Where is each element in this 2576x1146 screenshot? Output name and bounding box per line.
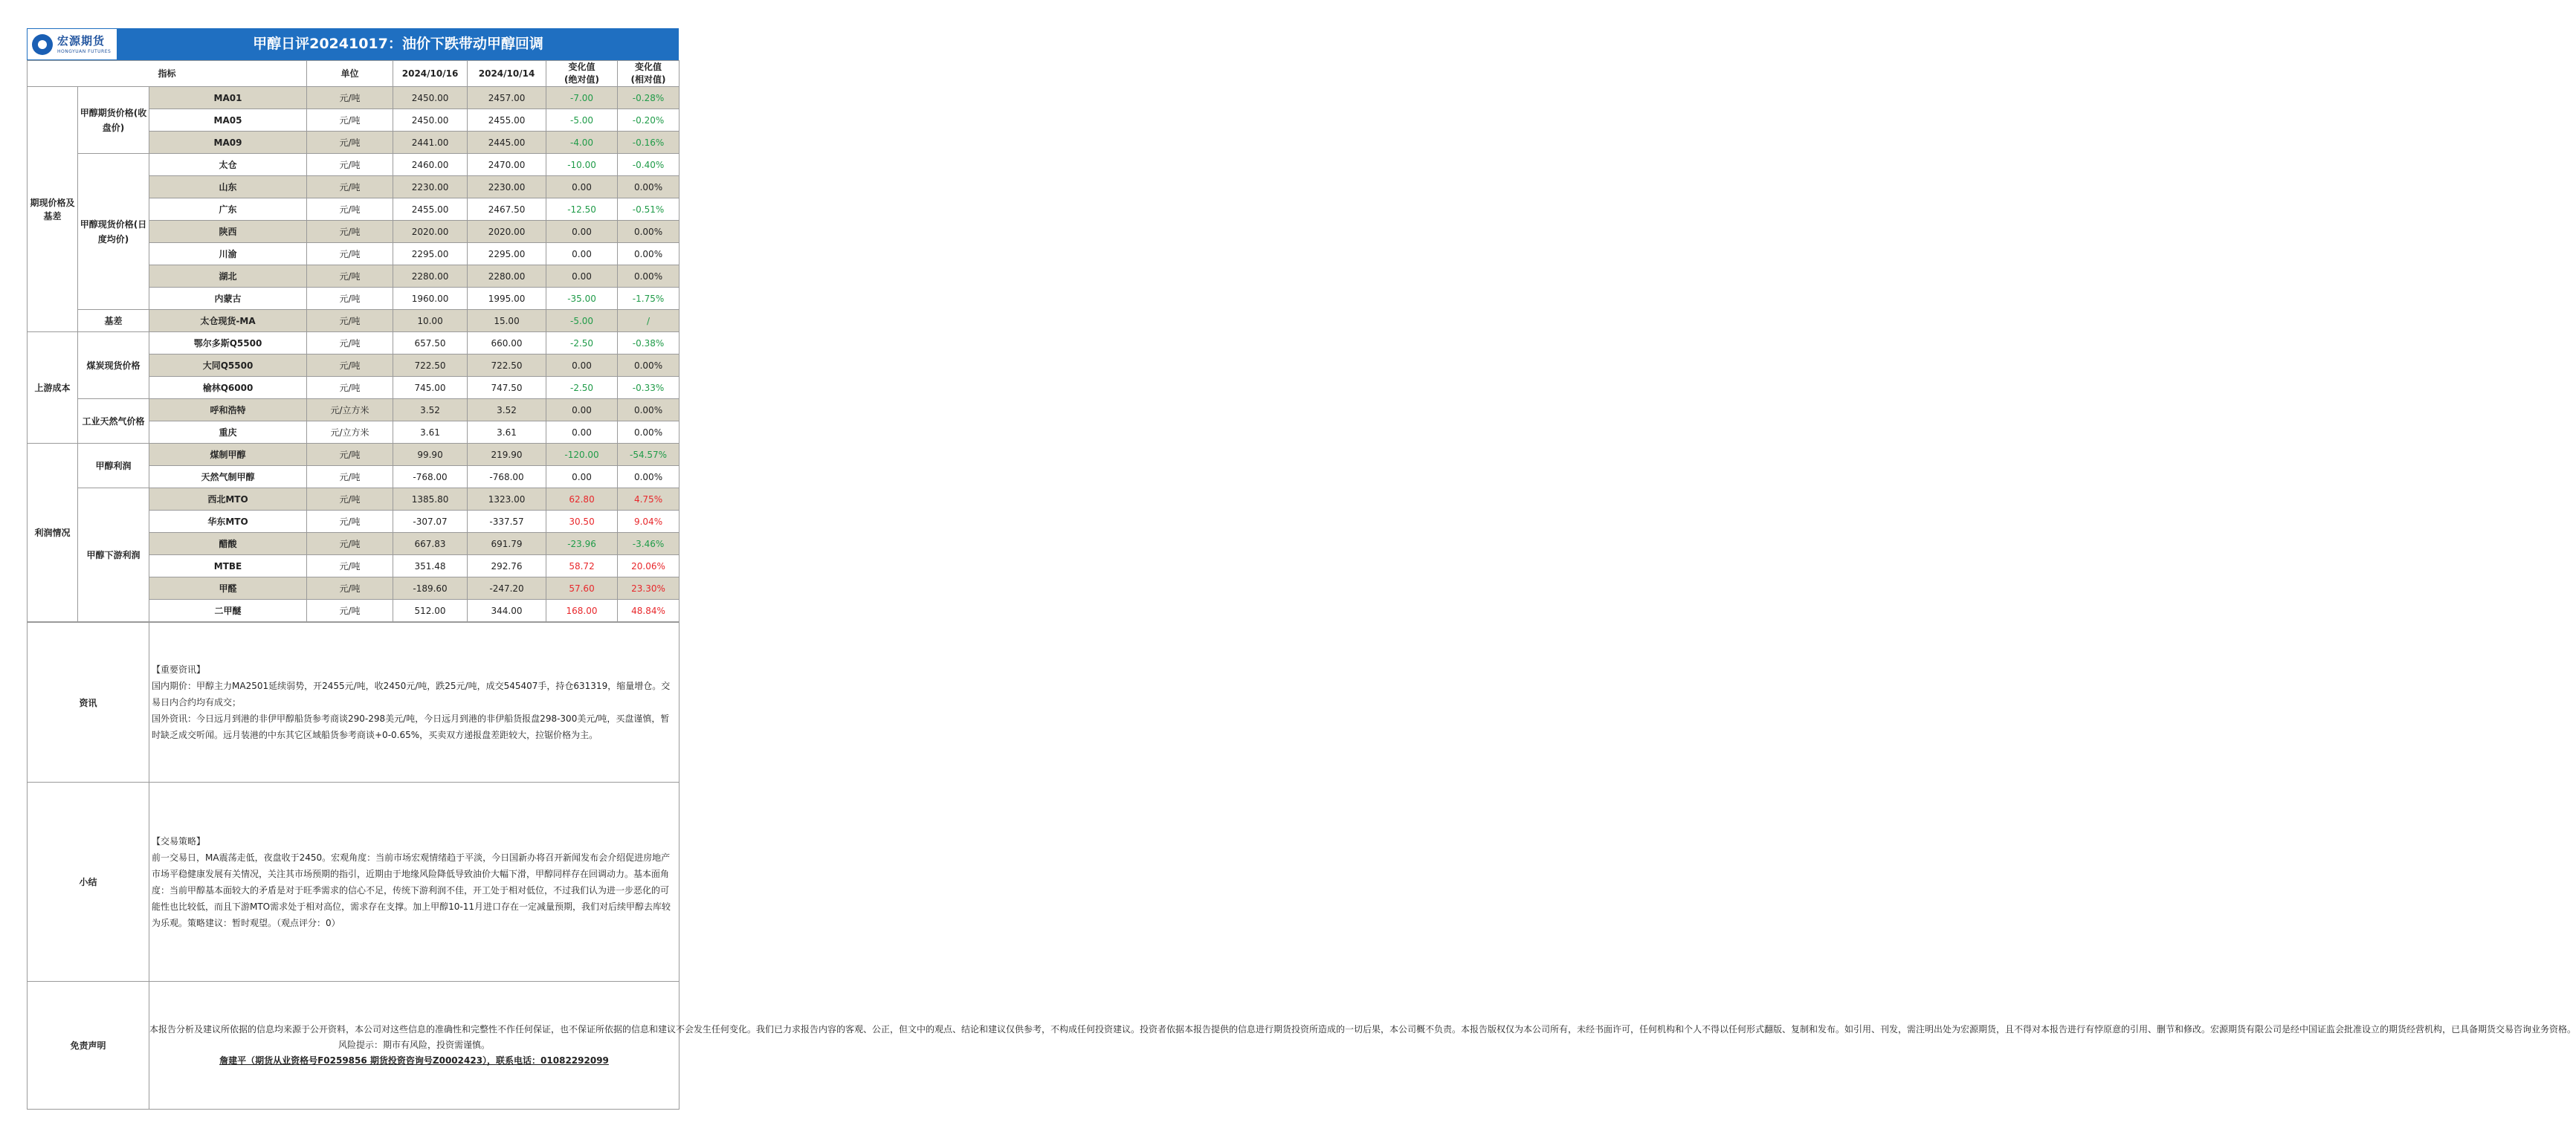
row-change-rel: 0.00%: [618, 221, 679, 243]
row-value-date1: 1385.80: [393, 488, 468, 511]
row-unit: 元/吨: [307, 511, 393, 533]
row-change-rel: -0.16%: [618, 132, 679, 154]
subgroup-label: 煤炭现货价格: [78, 332, 149, 399]
row-change-rel: 9.04%: [618, 511, 679, 533]
row-value-date2: 344.00: [468, 600, 546, 622]
table-row: [28, 332, 679, 355]
row-value-date1: 3.52: [393, 399, 468, 421]
row-value-date1: 2280.00: [393, 265, 468, 288]
row-unit: 元/吨: [307, 154, 393, 176]
summary-block: [28, 783, 679, 982]
row-unit: 元/吨: [307, 488, 393, 511]
row-name: 重庆: [149, 421, 307, 444]
row-value-date1: 2295.00: [393, 243, 468, 265]
row-change-abs: 57.60: [546, 577, 618, 600]
summary-label: 小结: [28, 783, 149, 982]
table-row: [28, 399, 679, 421]
row-name: MA05: [149, 109, 307, 132]
header-change-rel-1: 变化值: [635, 62, 662, 72]
row-value-date1: 2020.00: [393, 221, 468, 243]
row-value-date2: 2445.00: [468, 132, 546, 154]
table-header: [28, 61, 679, 87]
header-change-abs-1: 变化值: [568, 62, 595, 72]
row-change-abs: -5.00: [546, 310, 618, 332]
disclaimer-text: 本报告分析及建议所依据的信息均来源于公开资料，本公司对这些信息的准确性和完整性不作任何保证，也不保证所依据的信息和建议不会发生任何变化。我们已力求报告内容的客观、公正，但文中的观点、结论和建议仅供参考，不构成任何投资建议。投资者依据本报告提供的信息进行期货投资所造成的一切后果，本公司概不负责。本报告版权仅为本公司所有，未经书面许可，任何机构和个人不得以任何形式翻版、复制和发布。如引用、刊发，需注明出处为宏源期货，且不得对本报告进行有悖原意的引用、删节和修改。宏源期货有限公司是经中国证监会批准设立的期货经营机构，已具备期货交易咨询业务资格。: [149, 1024, 2576, 1035]
row-value-date2: 3.52: [468, 399, 546, 421]
row-unit: 元/吨: [307, 377, 393, 399]
row-name: 榆林Q6000: [149, 377, 307, 399]
row-value-date1: 2460.00: [393, 154, 468, 176]
row-unit: 元/吨: [307, 132, 393, 154]
row-change-abs: -23.96: [546, 533, 618, 555]
logo-icon: [32, 34, 53, 55]
row-name: 二甲醚: [149, 600, 307, 622]
row-change-abs: -2.50: [546, 377, 618, 399]
header-change-rel-2: (相对值): [630, 74, 666, 85]
logo-en-text: HONGYUAN FUTURES: [57, 49, 112, 54]
row-value-date2: 722.50: [468, 355, 546, 377]
row-value-date2: -768.00: [468, 466, 546, 488]
row-change-rel: 0.00%: [618, 355, 679, 377]
row-name: 煤制甲醇: [149, 444, 307, 466]
row-change-rel: 4.75%: [618, 488, 679, 511]
row-change-abs: 0.00: [546, 466, 618, 488]
row-change-rel: 0.00%: [618, 466, 679, 488]
row-change-rel: -0.40%: [618, 154, 679, 176]
row-value-date1: -189.60: [393, 577, 468, 600]
row-unit: 元/吨: [307, 109, 393, 132]
group-label: 期现价格及基差: [28, 87, 78, 332]
row-name: 陕西: [149, 221, 307, 243]
row-value-date1: 2450.00: [393, 109, 468, 132]
row-value-date2: 2280.00: [468, 265, 546, 288]
row-value-date2: 219.90: [468, 444, 546, 466]
row-unit: 元/吨: [307, 577, 393, 600]
row-name: 甲醛: [149, 577, 307, 600]
row-value-date1: 512.00: [393, 600, 468, 622]
row-change-abs: -5.00: [546, 109, 618, 132]
row-unit: 元/吨: [307, 600, 393, 622]
row-change-rel: 20.06%: [618, 555, 679, 577]
row-value-date1: 2455.00: [393, 198, 468, 221]
row-unit: 元/吨: [307, 176, 393, 198]
table-row: [28, 488, 679, 511]
row-change-rel: 0.00%: [618, 399, 679, 421]
row-value-date2: -247.20: [468, 577, 546, 600]
row-change-abs: 58.72: [546, 555, 618, 577]
row-unit: 元/吨: [307, 555, 393, 577]
subgroup-label: 基差: [78, 310, 149, 332]
row-name: 内蒙古: [149, 288, 307, 310]
disclaimer-label: 免责声明: [28, 982, 149, 1110]
row-change-rel: 0.00%: [618, 176, 679, 198]
row-name: 鄂尔多斯Q5500: [149, 332, 307, 355]
row-change-abs: 0.00: [546, 221, 618, 243]
row-unit: 元/吨: [307, 243, 393, 265]
row-change-abs: 30.50: [546, 511, 618, 533]
row-value-date1: 2230.00: [393, 176, 468, 198]
row-unit: 元/立方米: [307, 399, 393, 421]
row-name: 醋酸: [149, 533, 307, 555]
row-value-date2: 3.61: [468, 421, 546, 444]
row-unit: 元/吨: [307, 533, 393, 555]
row-value-date1: 667.83: [393, 533, 468, 555]
row-value-date1: 99.90: [393, 444, 468, 466]
header-change-abs-2: (绝对值): [564, 74, 600, 85]
data-table: [27, 60, 679, 622]
row-value-date1: 3.61: [393, 421, 468, 444]
row-change-abs: -2.50: [546, 332, 618, 355]
row-unit: 元/吨: [307, 444, 393, 466]
news-label: 资讯: [28, 623, 149, 783]
row-change-abs: 0.00: [546, 265, 618, 288]
row-value-date2: 660.00: [468, 332, 546, 355]
header-unit: 单位: [307, 61, 393, 87]
row-value-date1: 10.00: [393, 310, 468, 332]
row-value-date2: 2455.00: [468, 109, 546, 132]
group-label: 上游成本: [28, 332, 78, 444]
row-change-rel: /: [618, 310, 679, 332]
subgroup-label: 甲醇下游利润: [78, 488, 149, 622]
row-name: MA09: [149, 132, 307, 154]
disclaimer-content: [149, 982, 2576, 1110]
header-date1: 2024/10/16: [393, 61, 468, 87]
row-value-date2: 292.76: [468, 555, 546, 577]
header-indicator: 指标: [28, 61, 307, 87]
row-value-date1: 2441.00: [393, 132, 468, 154]
row-change-abs: -120.00: [546, 444, 618, 466]
row-name: 西北MTO: [149, 488, 307, 511]
subgroup-label: 工业天然气价格: [78, 399, 149, 444]
row-change-rel: -54.57%: [618, 444, 679, 466]
row-value-date1: 351.48: [393, 555, 468, 577]
row-unit: 元/吨: [307, 332, 393, 355]
group-label: 利润情况: [28, 444, 78, 622]
subgroup-label: 甲醇期货价格(收盘价): [78, 87, 149, 154]
row-value-date1: -768.00: [393, 466, 468, 488]
row-change-abs: 0.00: [546, 355, 618, 377]
news-domestic: 国内期价：甲醇主力MA2501延续弱势，开2455元/吨，收2450元/吨，跌25元/吨，成交545407手，持仓631319，缩量增仓。交易日内合约均有成交；: [152, 681, 671, 708]
row-value-date2: -337.57: [468, 511, 546, 533]
row-value-date1: 657.50: [393, 332, 468, 355]
row-unit: 元/立方米: [307, 421, 393, 444]
row-name: 川渝: [149, 243, 307, 265]
table-row: [28, 87, 679, 109]
row-name: 大同Q5500: [149, 355, 307, 377]
news-foreign: 国外资讯：今日远月到港的非伊甲醇船货参考商谈290-298美元/吨，今日远月到港的非伊船货报盘298-300美元/吨，买盘谨慎，暂时缺乏成交听闻。远月装港的中东其它区域船货参考商谈+0-0.65%，买卖双方递报盘差距较大，拉锯价格为主。: [152, 713, 670, 740]
news-block: [28, 623, 679, 783]
row-change-rel: 23.30%: [618, 577, 679, 600]
row-name: 广东: [149, 198, 307, 221]
row-change-abs: 168.00: [546, 600, 618, 622]
row-value-date2: 2230.00: [468, 176, 546, 198]
row-change-abs: -7.00: [546, 87, 618, 109]
row-change-abs: 0.00: [546, 399, 618, 421]
row-value-date2: 2295.00: [468, 243, 546, 265]
row-change-rel: -0.20%: [618, 109, 679, 132]
row-change-abs: -12.50: [546, 198, 618, 221]
row-name: 天然气制甲醇: [149, 466, 307, 488]
risk-note: 风险提示：期市有风险，投资需谨慎。: [338, 1040, 490, 1050]
report-sheet: [27, 28, 2576, 1110]
row-name: MTBE: [149, 555, 307, 577]
row-unit: 元/吨: [307, 466, 393, 488]
row-value-date1: -307.07: [393, 511, 468, 533]
row-name: 呼和浩特: [149, 399, 307, 421]
row-value-date2: 1323.00: [468, 488, 546, 511]
row-value-date2: 15.00: [468, 310, 546, 332]
subgroup-label: 甲醇利润: [78, 444, 149, 488]
row-change-abs: 0.00: [546, 243, 618, 265]
row-unit: 元/吨: [307, 355, 393, 377]
row-change-rel: -0.28%: [618, 87, 679, 109]
row-change-rel: 0.00%: [618, 421, 679, 444]
news-heading: 【重要资讯】: [152, 664, 206, 675]
row-change-rel: -0.38%: [618, 332, 679, 355]
row-unit: 元/吨: [307, 288, 393, 310]
row-value-date1: 745.00: [393, 377, 468, 399]
row-change-abs: 0.00: [546, 421, 618, 444]
row-name: 华东MTO: [149, 511, 307, 533]
row-unit: 元/吨: [307, 310, 393, 332]
text-blocks: [27, 622, 2576, 1110]
row-value-date2: 2457.00: [468, 87, 546, 109]
header-date2: 2024/10/14: [468, 61, 546, 87]
row-name: 湖北: [149, 265, 307, 288]
header-change-abs: [546, 61, 618, 87]
row-change-rel: -1.75%: [618, 288, 679, 310]
disclaimer-block: [28, 982, 679, 1110]
row-value-date2: 2470.00: [468, 154, 546, 176]
analyst-contact: 詹建平（期货从业资格号F0259856 期货投资咨询号Z0002423），联系电话：01082292099: [219, 1055, 609, 1066]
table-row: [28, 154, 679, 176]
row-name: 山东: [149, 176, 307, 198]
summary-heading: 【交易策略】: [152, 835, 206, 846]
row-value-date2: 1995.00: [468, 288, 546, 310]
row-value-date1: 2450.00: [393, 87, 468, 109]
row-change-rel: 0.00%: [618, 243, 679, 265]
subgroup-label: 甲醇现货价格(日度均价): [78, 154, 149, 310]
logo-cn-text: 宏源期货: [57, 34, 106, 48]
page-title: 甲醇日评20241017：油价下跌带动甲醇回调: [253, 36, 543, 52]
row-value-date2: 2467.50: [468, 198, 546, 221]
company-logo: [27, 28, 117, 60]
row-name: 太仓现货-MA: [149, 310, 307, 332]
row-name: MA01: [149, 87, 307, 109]
row-change-abs: 0.00: [546, 176, 618, 198]
row-unit: 元/吨: [307, 265, 393, 288]
row-change-abs: -10.00: [546, 154, 618, 176]
row-change-abs: -4.00: [546, 132, 618, 154]
row-change-abs: -35.00: [546, 288, 618, 310]
summary-content: [149, 783, 679, 982]
row-value-date1: 1960.00: [393, 288, 468, 310]
table-row: [28, 310, 679, 332]
row-change-rel: -0.51%: [618, 198, 679, 221]
row-change-rel: 48.84%: [618, 600, 679, 622]
row-value-date2: 691.79: [468, 533, 546, 555]
row-change-rel: -3.46%: [618, 533, 679, 555]
row-name: 太仓: [149, 154, 307, 176]
table-body: [28, 87, 679, 622]
title-banner: [27, 28, 679, 60]
row-unit: 元/吨: [307, 221, 393, 243]
row-change-abs: 62.80: [546, 488, 618, 511]
row-unit: 元/吨: [307, 198, 393, 221]
header-change-rel: [618, 61, 679, 87]
row-unit: 元/吨: [307, 87, 393, 109]
row-value-date2: 2020.00: [468, 221, 546, 243]
row-value-date1: 722.50: [393, 355, 468, 377]
table-row: [28, 444, 679, 466]
summary-text: 前一交易日，MA震荡走低，夜盘收于2450。宏观角度：当前市场宏观情绪趋于平淡，今日国新办将召开新闻发布会介绍促进房地产市场平稳健康发展有关情况，关注其市场预期的指引，近期由于地缘风险降低导致油价大幅下滑，甲醇同样存在回调动力。基本面角度：当前甲醇基本面较大的矛盾是对于旺季需求的信心不足，传统下游利润不佳，开工处于相对低位，不过我们认为进一步恶化的可能性也比较低，而且下游MTO需求处于相对高位，需求存在支撑。加上甲醇10-11月进口存在一定减量预期，我们对后续甲醇去库较为乐观。策略建议：暂时观望。（观点评分：0）: [152, 852, 671, 928]
row-change-rel: -0.33%: [618, 377, 679, 399]
row-change-rel: 0.00%: [618, 265, 679, 288]
news-content: [149, 623, 679, 783]
row-value-date2: 747.50: [468, 377, 546, 399]
